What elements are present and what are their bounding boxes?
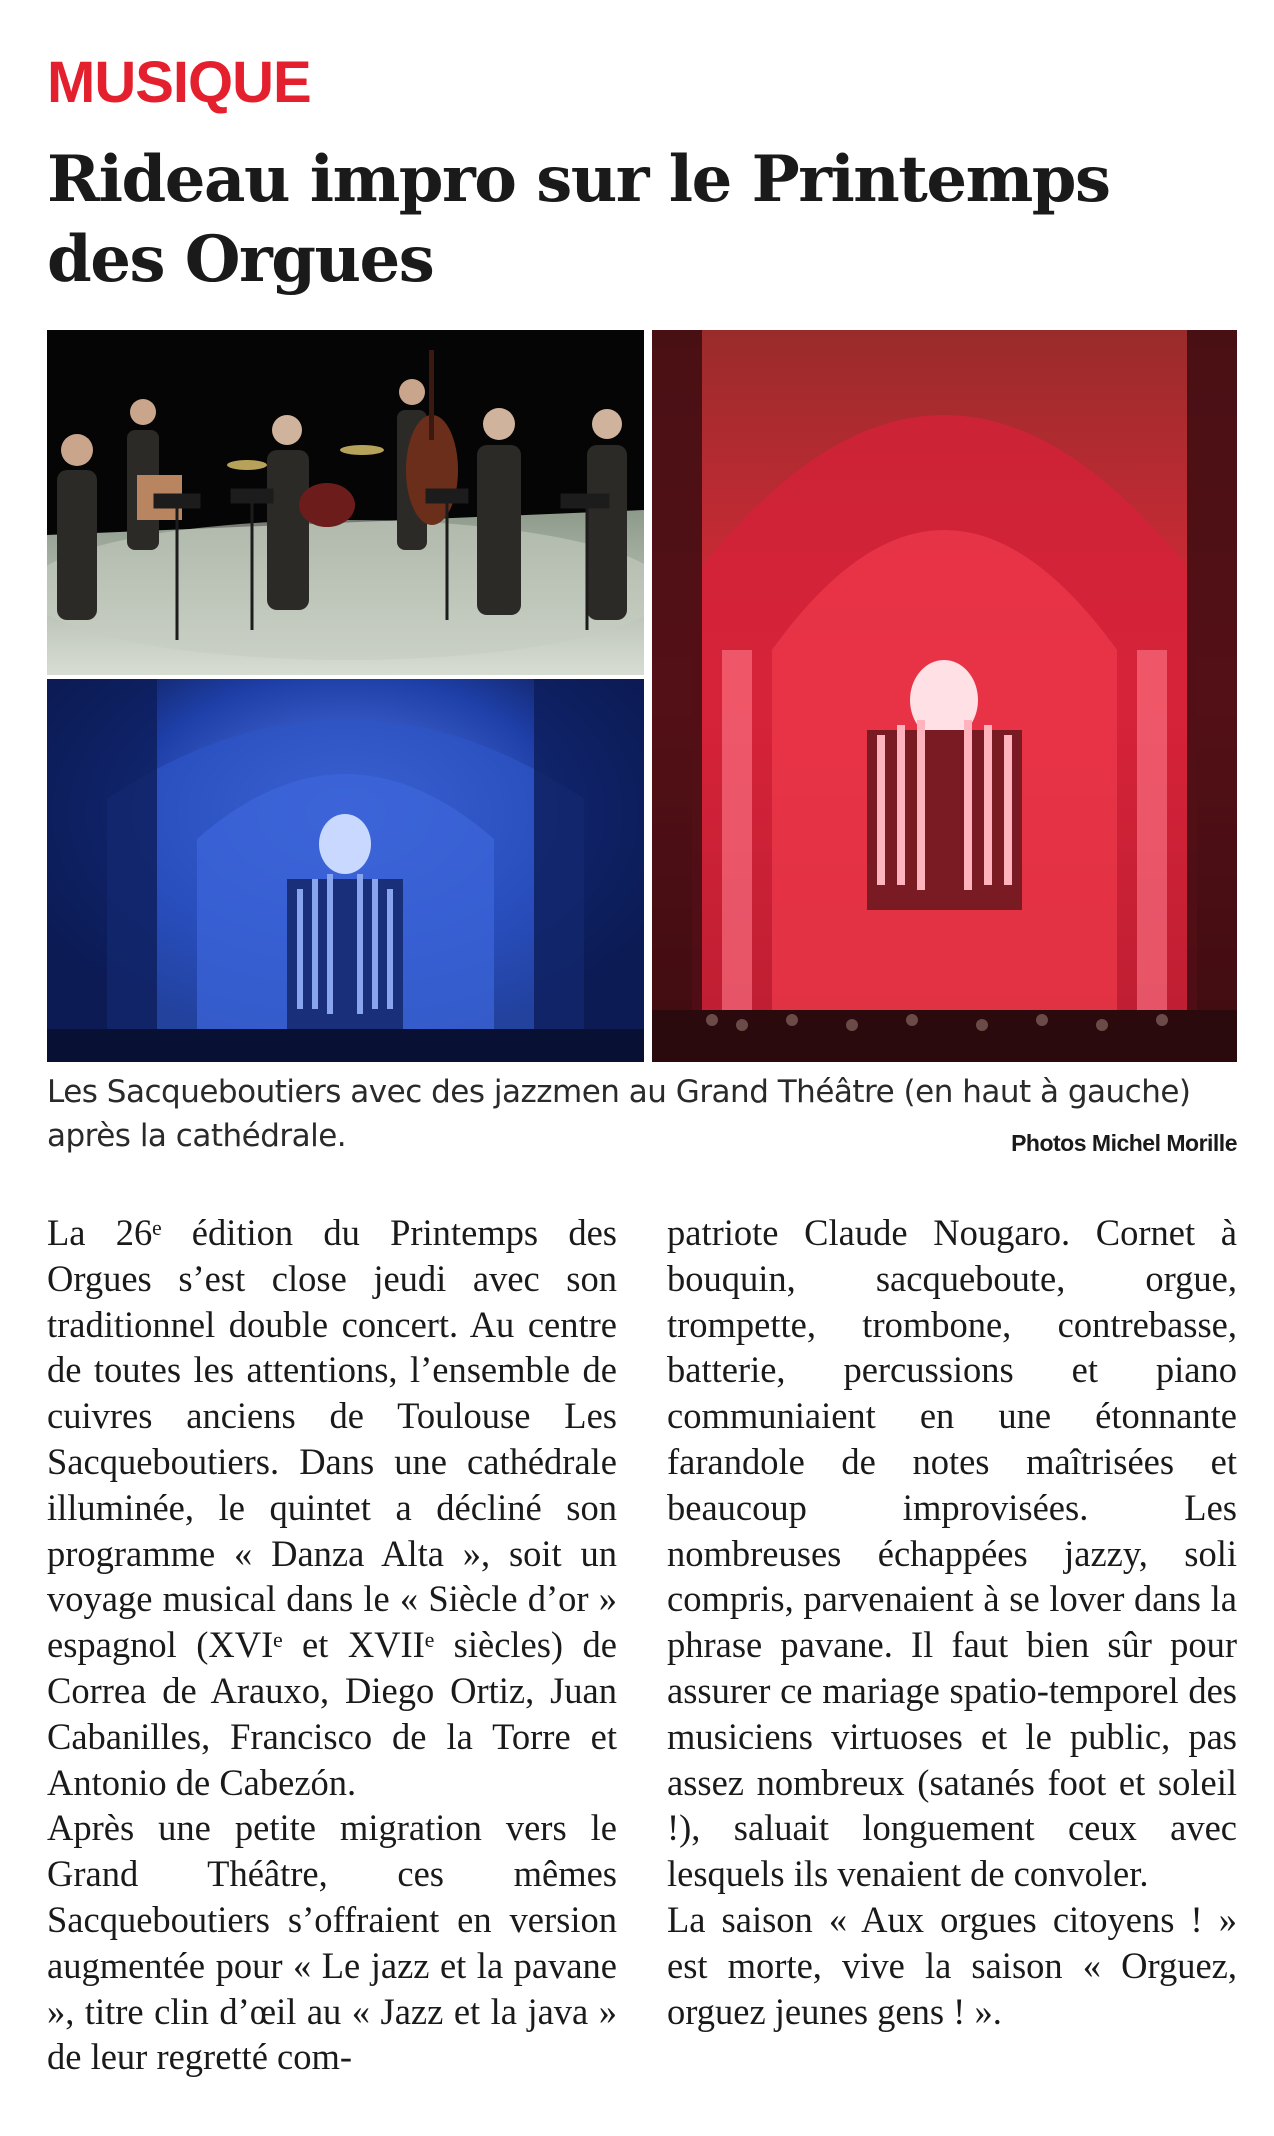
jazz-stage-photo <box>47 330 644 675</box>
article-column-left <box>47 1210 617 2080</box>
section-rubric: MUSIQUE <box>47 50 311 115</box>
cathedral-blue-photo <box>47 679 644 1062</box>
paragraph: Après une petite migration vers le Grand Théâtre, ces mêmes Sacqueboutiers s’offraient en version augmentée pour « Le jazz et la pavane », titre clin d’œil au « Jazz et la java » de leur regretté com- <box>47 1807 617 2078</box>
paragraph: patriote Claude Nougaro. Cornet à bouquin, sacqueboute, orgue, trompette, trombone, contrebasse, batterie, percussions et piano communiaient en une étonnante farandole de notes maîtrisées et beaucoup improvisées. Les nombreuses échappées jazzy, soli compris, parvenaient à se lover dans la phrase pavane. Il faut bien sûr pour assurer ce mariage spatio-temporel des musiciens virtuoses et le public, pas assez nombreux (satanés foot et soleil !), saluait longuement ceux avec lesquels ils venaient de convoler. <box>667 1212 1237 1895</box>
photo-credit: Photos Michel Morille <box>1011 1130 1237 1156</box>
paragraph: La saison « Aux orgues citoyens ! » est morte, vive la saison « Orguez, orguez jeunes gens ! ». <box>667 1898 1237 2032</box>
paragraph: La 26ᵉ édition du Printemps des Orgues s’est close jeudi avec son traditionnel double concert. Au centre de toutes les attentions, l’ensemble de cuivres anciens de Toulouse Les Sacqueboutiers. Dans une cathédrale illuminée, le quintet a décliné son programme « Danza Alta », soit un voyage musical dans le « Siècle d’or » espagnol (XVIᵉ et XVIIᵉ siècles) de Correa de Arauxo, Diego Ortiz, Juan Cabanilles, Francisco de la Torre et Antonio de Cabezón. <box>47 1212 617 1803</box>
photo-caption: Les Sacqueboutiers avec des jazzmen au Grand Théâtre (en haut à gauche) après la cathédrale. <box>47 1074 1191 1154</box>
article-column-right <box>667 1210 1237 2034</box>
article-headline: Rideau impro sur le Printemps des Orgues <box>47 142 1110 297</box>
cathedral-red-photo <box>652 330 1237 1062</box>
